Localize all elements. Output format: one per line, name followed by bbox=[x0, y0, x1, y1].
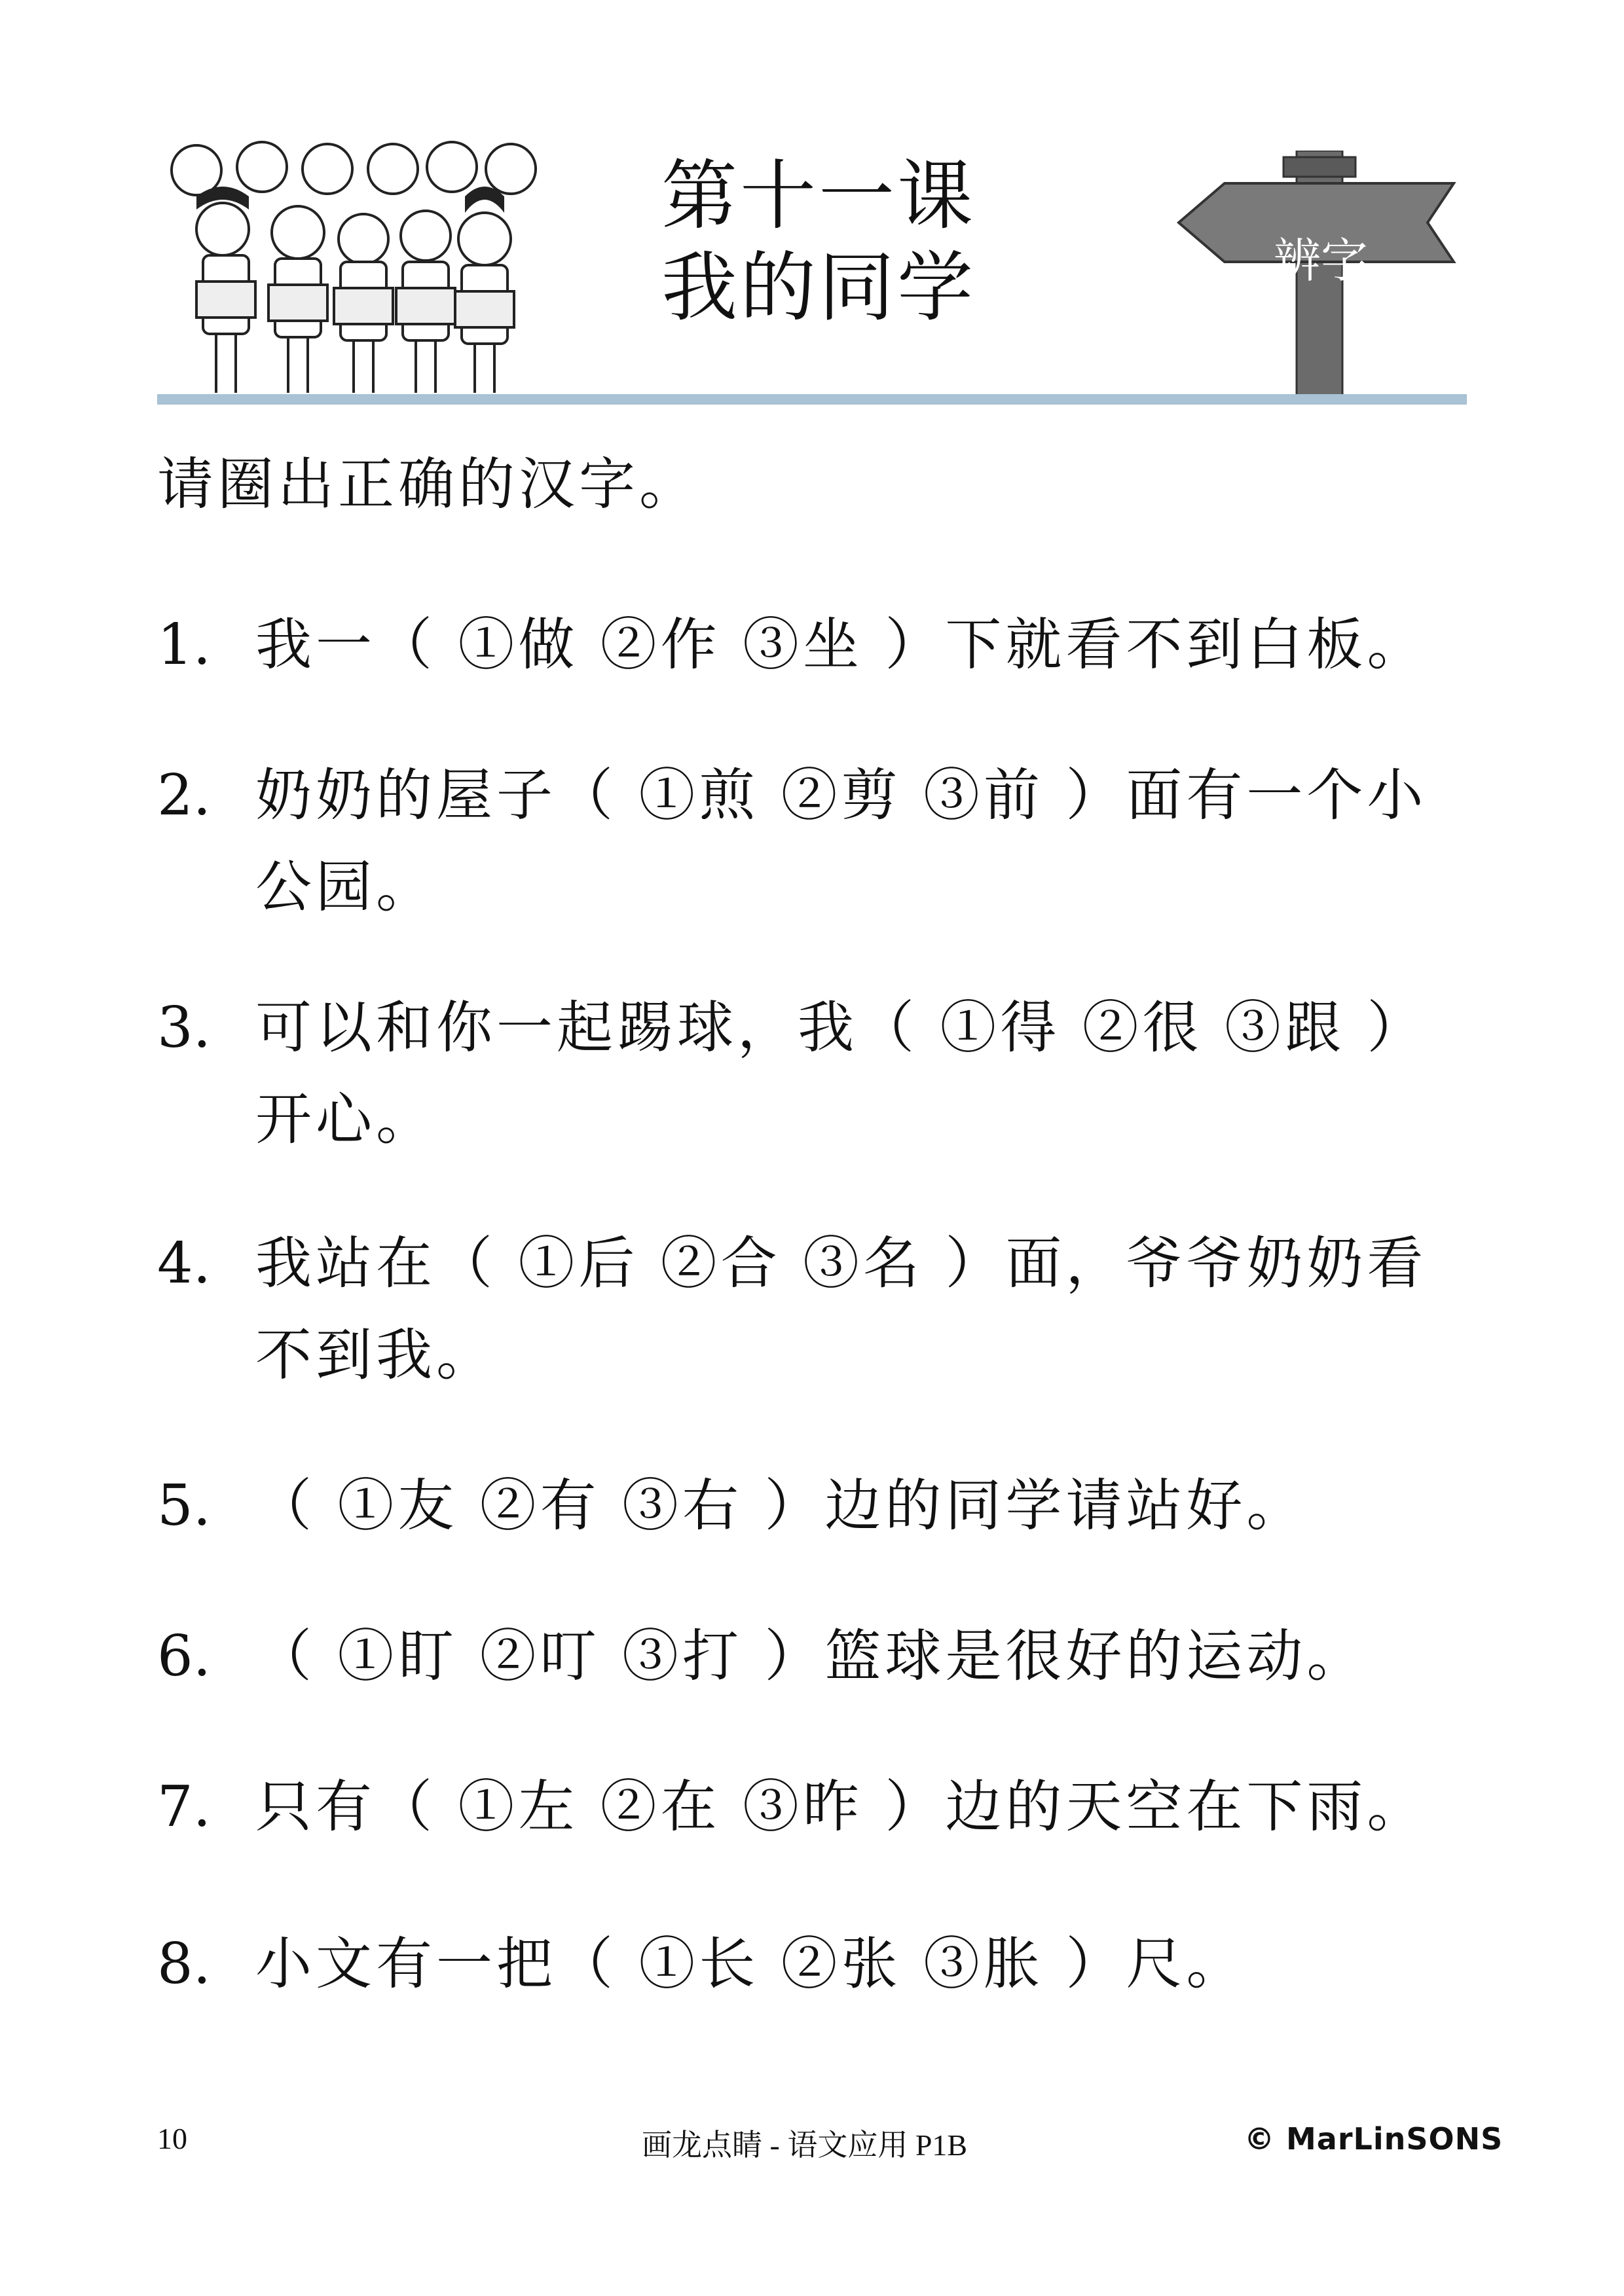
page-header bbox=[0, 0, 1624, 419]
question-line: 公园。 bbox=[255, 854, 436, 920]
question-text bbox=[255, 1460, 1598, 1552]
question-number: 8. bbox=[157, 1931, 212, 1997]
book-title: 画龙点睛 - 语文应用 P1B bbox=[642, 2128, 968, 2162]
question-number: 5. bbox=[157, 1473, 212, 1539]
question-line: 我站在（ ①后 ②合 ③名 ）面，爷爷奶奶看 bbox=[255, 1231, 1428, 1296]
question-number: 2. bbox=[157, 763, 212, 828]
question-number: 4. bbox=[157, 1231, 212, 1296]
children-choir-illustration bbox=[157, 131, 550, 399]
question-text bbox=[255, 1611, 1598, 1702]
question-line: 可以和你一起踢球，我（ ①得 ②很 ③跟 ） bbox=[255, 995, 1428, 1061]
question-line: 小文有一把（ ①长 ②张 ③胀 ）尺。 bbox=[255, 1931, 1247, 1997]
question-text bbox=[255, 750, 1598, 933]
lesson-name: 我的同学 bbox=[661, 244, 976, 332]
instruction: 请圈出正确的汉字。 bbox=[157, 452, 699, 517]
question-text bbox=[255, 599, 1598, 691]
question-line: （ ①盯 ②叮 ③打 ）篮球是很好的运动。 bbox=[255, 1624, 1367, 1689]
question-text bbox=[255, 1761, 1598, 1853]
question-number: 1. bbox=[157, 612, 212, 678]
question-number: 6. bbox=[157, 1624, 212, 1689]
question-line: 奶奶的屋子（ ①煎 ②剪 ③前 ）面有一个小 bbox=[255, 763, 1428, 828]
question-text bbox=[255, 982, 1598, 1165]
header-divider bbox=[157, 394, 1467, 405]
question-number: 7. bbox=[157, 1774, 212, 1840]
publisher-logo: © MarLinSONS bbox=[1244, 2121, 1504, 2157]
question-line: （ ①友 ②有 ③右 ）边的同学请站好。 bbox=[255, 1473, 1307, 1539]
question-text bbox=[255, 1218, 1598, 1401]
lesson-number: 第十一课 bbox=[661, 152, 976, 240]
question-line: 开心。 bbox=[255, 1087, 436, 1152]
question-line: 我一（ ①做 ②作 ③坐 ）下就看不到白板。 bbox=[255, 612, 1428, 678]
page-number: 10 bbox=[157, 2122, 187, 2155]
question-line: 只有（ ①左 ②在 ③昨 ）边的天空在下雨。 bbox=[255, 1774, 1428, 1840]
question-number: 3. bbox=[157, 995, 212, 1061]
question-text bbox=[255, 1918, 1598, 2010]
lesson-title bbox=[661, 151, 976, 334]
question-line: 不到我。 bbox=[255, 1322, 496, 1388]
sign-label: 辨字 bbox=[1274, 233, 1369, 288]
